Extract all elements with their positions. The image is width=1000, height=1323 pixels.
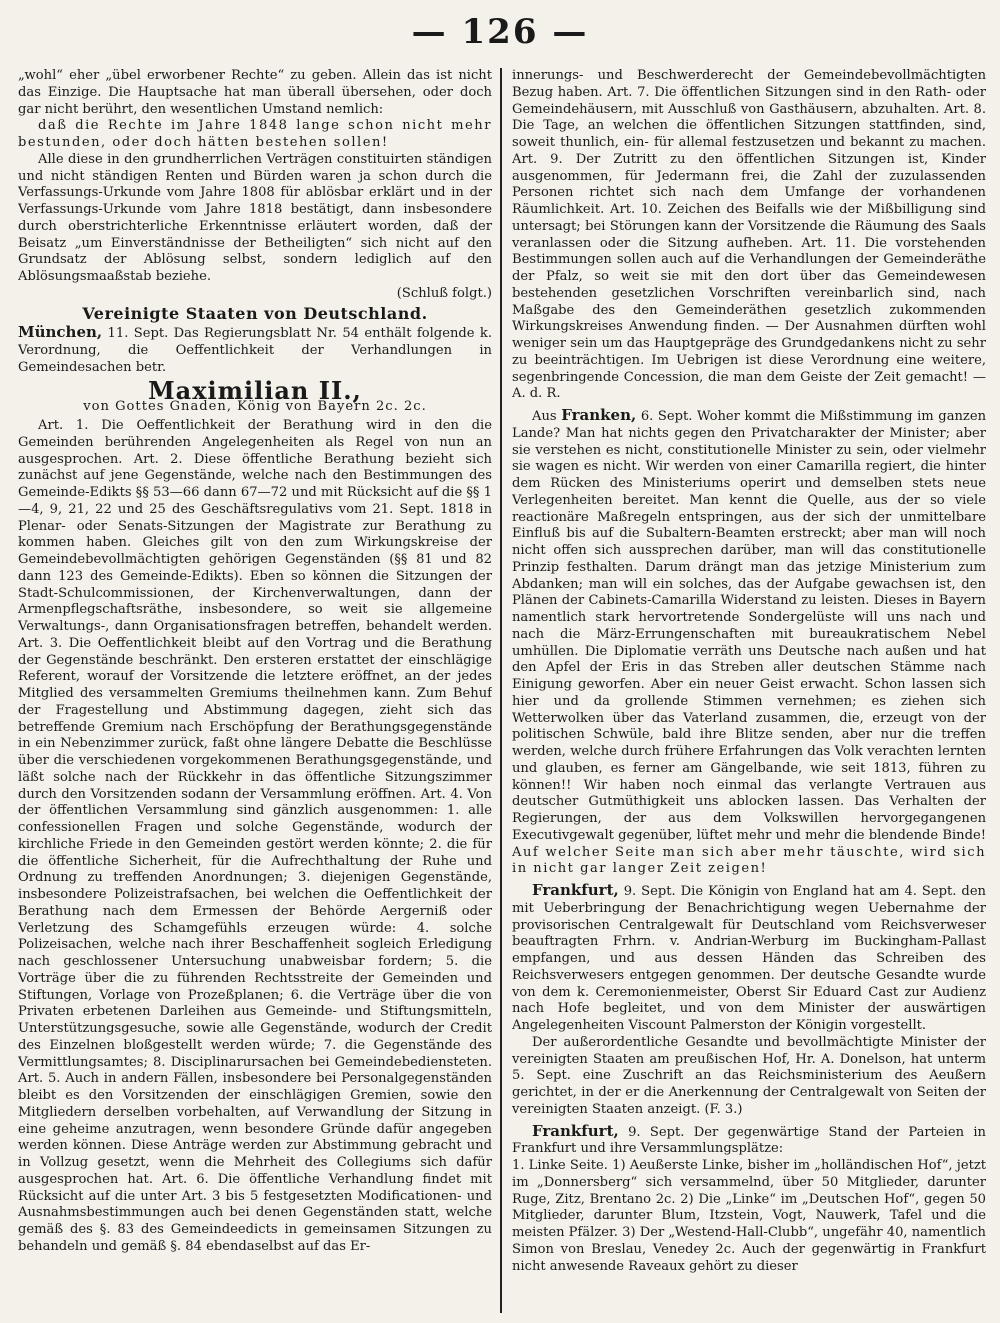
news-paragraph: [512, 1123, 986, 1159]
news-paragraph: [18, 324, 492, 376]
emphasized-paragraph: daß die Rechte im Jahre 1848 lange schon nicht mehr bestunden, oder doch hätten bestehen sollen!: [18, 118, 492, 150]
paragraph-text: 9. Sept. Die Königin von England hat am 4. Sept. den mit Ueberbringung der Benachrichtigung wegen Uebernahme der provisorischen Centralgewalt für Deutschland vom Reichsverweser beauftragten Frhrn. v. Andrian-Werburg im Buckingham-Pallast empfangen, und aus dessen Händen das Schreiben des Reichsverwesers entgegen genommen. Der deutsche Gesandte wurde von dem k. Ceremonienmeister, Oberst Sir Eduard Cast zur Audienz nach Hofe begleitet, und von dem Minister der auswärtigen Angelegenheiten Viscount Palmerston der Königin vorgestellt.: [512, 884, 986, 1033]
dateline-place: München,: [18, 323, 103, 342]
decree-articles: Art. 1. Die Oeffentlichkeit der Berathung wird in den die Gemeinden berührenden Angelegenheiten als Regel von nun an ausgesprochen. Art. 2. Diese öffentliche Berathung bezieht sich zunächst auf jene Gegenstände, welche nach den Bestimmungen des Gemeinde-Edikts §§ 53—66 dann 67—72 und mit Rücksicht auf die §§ 1—4, 9, 21, 22 und 25 des Geschäftsregulativs vom 21. Sept. 1818 in Plenar- oder Senats-Sitzungen der Magistrate zur Berathung zu kommen haben. Gleiches gilt von den zum Wirkungskreise der Gemeindebevollmächtigten gehörigen Gegenständen (§§ 81 und 82 dann 123 des Gemeinde-Edikts). Eben so können die Sitzungen der Stadt-Schulcommissionen, der Kirchenverwaltungen, dann der Armenpflegschaftsräthe, insbesondere, so weit sie allgemeine Verwaltungs-, dann Organisationsfragen betreffen, behandelt werden. Art. 3. Die Oeffentlichkeit bleibt auf den Vortrag und die Berathung der Gegenstände beschränkt. Den ersteren erstattet der einschlägige Referent, worauf der Vorsitzende die letztere eröffnet, an der jedes Mitglied des versammelten Gremiums theilnehmen kann. Zum Behuf der Fragestellung und Abstimmung dagegen, zieht sich das betreffende Gremium nach Erschöpfung der Berathungsgegenstände in ein Nebenzimmer zurück, faßt ohne längere Debatte die Beschlüsse über die verschiedenen vorgekommenen Berathungsgegenstände, und läßt solche nach der Rückkehr in das öffentliche Sitzungszimmer durch den Vorsitzenden sodann der Versammlung eröffnen. Art. 4. Von der öffentlichen Versammlung sind gänzlich ausgenommen: 1. alle confessionellen Fragen und solche Gegenstände, wodurch der kirchliche Friede in den Gemeinden gestört werden könnte; 2. die für die öffentliche Sicherheit, für die Aufrechthaltung der Ruhe und Ordnung zu treffenden Anordnungen; 3. diejenigen Gegenstände, insbesondere Polizeistrafsachen, bei welchen die Oeffentlichkeit der Berathung nach dem Ermessen der Behörde Aergerniß oder Verletzung des Schamgefühls erzeugen würde: 4. solche Polizeisachen, welche nach ihrer Beschaffenheit sogleich Erledigung nach geschlossener Untersuchung unabweisbar fordern; 5. die Vorträge über die zu führenden Rechtsstreite der Gemeinden und Stiftungen, Vorlage von Prozeßplanen; 6. die Verträge über die von Privaten erbetenen Darleihen aus Gemeinde- und Stiftungsmitteln, Unterstützungsgesuche, sowie alle Gegenstände, wodurch der Credit des Einzelnen bloßgestellt werden würde; 7. die Gegenstände des Vermittlungsamtes; 8. Disciplinarursachen bei Gemeindebediensteten. Art. 5. Auch in andern Fällen, insbesondere bei Personalgegenständen bleibt es den Vorsitzenden der einschlägigen Gremien, sowie den Mitgliedern derselben vorbehalten, auf Verwandlung der Sitzung in eine geheime anzutragen, wenn besondere Gründe dafür angegeben werden können. Diese Anträge werden zur Abstimmung gebracht und in Vollzug gesetzt, wenn die Mehrheit des Collegiums sich dafür ausgesprochen hat. Art. 6. Die öffentliche Verhandlung findet mit Rücksicht auf die unter Art. 3 bis 5 festgesetzten Modificationen- und Ausnahmsbestimmungen auch bei denen Gegenständen statt, welche gemäß des §. 83 des Gemeindeedicts in gemeinsamen Sitzungen zu behandeln und gemäß §. 84 ebendaselbst auf das Er-: [18, 418, 492, 1254]
news-paragraph: [512, 407, 986, 878]
paragraph-text: Der außerordentliche Gesandte und bevollmächtigte Minister der vereinigten Staaten am preußischen Hof, Hr. A. Donelson, hat unterm 5. Sept. eine Zuschrift an das Reichsministerium des Aeußern gerichtet, in der er die Anerkennung der Centralgewalt von Seiten der vereinigten Staaten anzeigt.: [512, 1034, 986, 1117]
dateline-place: Frankfurt,: [532, 1121, 619, 1140]
decree-subtitle: von Gottes Gnaden, König von Bayern 2c. 2c.: [83, 399, 427, 415]
paragraph: [512, 1035, 986, 1119]
source-sign: (F. 3.): [704, 1101, 743, 1117]
paragraph-text: 9. Sept. Der gegenwärtige Stand der Parteien in Frankfurt und ihre Versammlungsplätze:: [512, 1124, 986, 1157]
left-column: [18, 68, 492, 1317]
dateline-place: Franken,: [561, 406, 637, 424]
continuation-note: (Schluß folgt.): [396, 285, 492, 301]
paragraph: Alle diese in den grundherrlichen Verträgen constituirten ständigen und nicht ständigen Renten und Bürden waren ja schon durch die Verfassungs-Urkunde vom Jahre 1808 für ablösbar erklärt und in der Verfassungs-Urkunde vom Jahre 1818 bestätigt, dann insbesondere durch oberstrichterliche Erkenntnisse erläutert worden, daß der Beisatz „um Einverständnisse der Betheiligten“ sich nicht auf den Grundsatz der Ablösung selbst, sondern lediglich auf den Ablösungsmaaßstab beziehe.: [18, 151, 492, 284]
paragraph-text: 6. Sept. Woher kommt die Mißstimmung im ganzen Lande? Man hat nichts gegen den Privatcharakter der Minister; aber sie verstehen es nicht, constitutionelle Minister zu sein, oder vielmehr sie wagen es nicht. Wir werden von einer Camarilla regiert, die hinter dem Rücken des Ministeriums operirt und demselben stets neue Verlegenheiten bereitet. Man kennt die Quelle, aus der so viele reactionäre Maßregeln entspringen, aus der sich der unmittelbare Einfluß bis auf die Subaltern-Beamten erstreckt; aber man will noch nicht offen sich aussprechen darüber, man will das constitutionelle Prinzip festhalten. Darum drängt man das jetzige Ministerium zum Abdanken; man will ein solches, das der Aufgabe gewachsen ist, den Plänen der Cabinets-Camarilla Widerstand zu leisten. Dieses in Bayern namentlich stark hervortretende Sondergelüste will uns nach und nach die März-Errungenschaften mit bureaukratischem Nebel umhüllen. Die Diplomatie verräth uns Deutsche nach außen und hat den Apfel der Eris in das Streben aller deutschen Stämme nach Einigung geworfen. Aber ein neuer Geist erwacht. Schon lassen sich hier und da grollende Stimmen vernehmen; es ziehen sich Wetterwolken über das Vaterland zusammen, die, erzeugt von der politischen Schwüle, bald ihre Blitze senden, aber nur die treffen werden, welche durch frühere Erfahrungen das Volk verachten lernten und glauben, es ferner am Gängelbande, wie seit 1813, führen zu können!! Wir haben noch einmal das verlangte Vertrauen aus deutscher Gutmüthigkeit uns ablocken lassen. Das Verhalten der Regierungen, der aus dem Volkswillen hervorgegangenen Executivgewalt gegenüber, lüftet mehr und mehr die blendende Binde!: [512, 409, 986, 843]
decree-title: Maximilian II.,: [148, 375, 362, 405]
news-paragraph: [512, 882, 986, 1035]
dateline-place: Frankfurt,: [532, 881, 619, 899]
paragraph-text: 11. Sept. Das Regierungsblatt Nr. 54 enthält folgende k. Verordnung, die Oeffentlichkeit der Verhandlungen in Gemeindesachen betr.: [18, 326, 492, 375]
page-number: — 126 —: [411, 12, 589, 52]
dateline-prefix: Aus: [532, 409, 557, 424]
paragraph: „wohl“ eher „übel erworbener Rechte“ zu geben. Allein das ist nicht das Einzige. Die Hauptsache hat man überall übersehen, oder doch gar nicht berührt, den wesentlichen Umstand nemlich:: [18, 68, 492, 117]
right-column: [512, 68, 986, 1317]
section-title: Vereinigte Staaten von Deutschland.: [82, 303, 428, 323]
column-divider: [500, 68, 502, 1313]
emphasized-text: Auf welcher Seite man sich aber mehr täuschte, wird sich in nicht gar langer Zeit zeigen!: [512, 844, 986, 877]
decree-articles-continued: innerungs- und Beschwerderecht der Gemeindebevollmächtigten Bezug haben. Art. 7. Die öffentlichen Sitzungen sind in den Rath- oder Gemeindehäusern, mit Ausschluß von Gasthäusern, abzuhalten. Art. 8. Die Tage, an welchen die öffentlichen Sitzungen stattfinden, sind, soweit thunlich, ein- für allemal festzusetzen und bekannt zu machen. Art. 9. Der Zutritt zu den öffentlichen Sitzungen ist, Kinder ausgenommen, für Jedermann frei, die Zahl der zuzulassenden Personen richtet sich nach dem Umfange der vorhandenen Räumlichkeit. Art. 10. Zeichen des Beifalls wie der Mißbilligung sind untersagt; bei Störungen kann der Vorsitzende die Räumung des Saals veranlassen oder die Sitzung aufheben. Art. 11. Die vorstehenden Bestimmungen sollen auch auf die Verhandlungen der Gemeinderäthe der Pfalz, so weit sie mit den dort über das Gemeindewesen bestehenden gesetzlichen Vorschriften vereinbarlich sind, nach Maßgabe des den Gemeinderäthen gesetzlich zukommenden Wirkungskreises Anwendung finden. — Der Ausnahmen dürften wohl weniger sein um das Hauptgepräge des Grundgedankens nicht zu sehr zu beeinträchtigen. Im Uebrigen ist diese Verordnung eine weitere, segenbringende Concession, die man dem Geiste der Zeit gemacht! — A. d. R.: [512, 68, 986, 402]
party-list-item: 1. Linke Seite. 1) Aeußerste Linke, bisher im „holländischen Hof“, jetzt im „Donnersberg“ sich versammelnd, über 50 Mitglieder, darunter Ruge, Zitz, Brentano 2c. 2) Die „Linke“ im „Deutschen Hof“, gegen 50 Mitglieder, darunter Blum, Itzstein, Vogt, Nauwerk, Tafel und die meisten Pfälzer. 3) Der „Westend-Hall-Clubb“, ungefähr 40, namentlich Simon von Breslau, Venedey 2c. Auch der gegenwärtig in Frankfurt nicht anwesende Raveaux gehört zu dieser: [512, 1158, 986, 1274]
